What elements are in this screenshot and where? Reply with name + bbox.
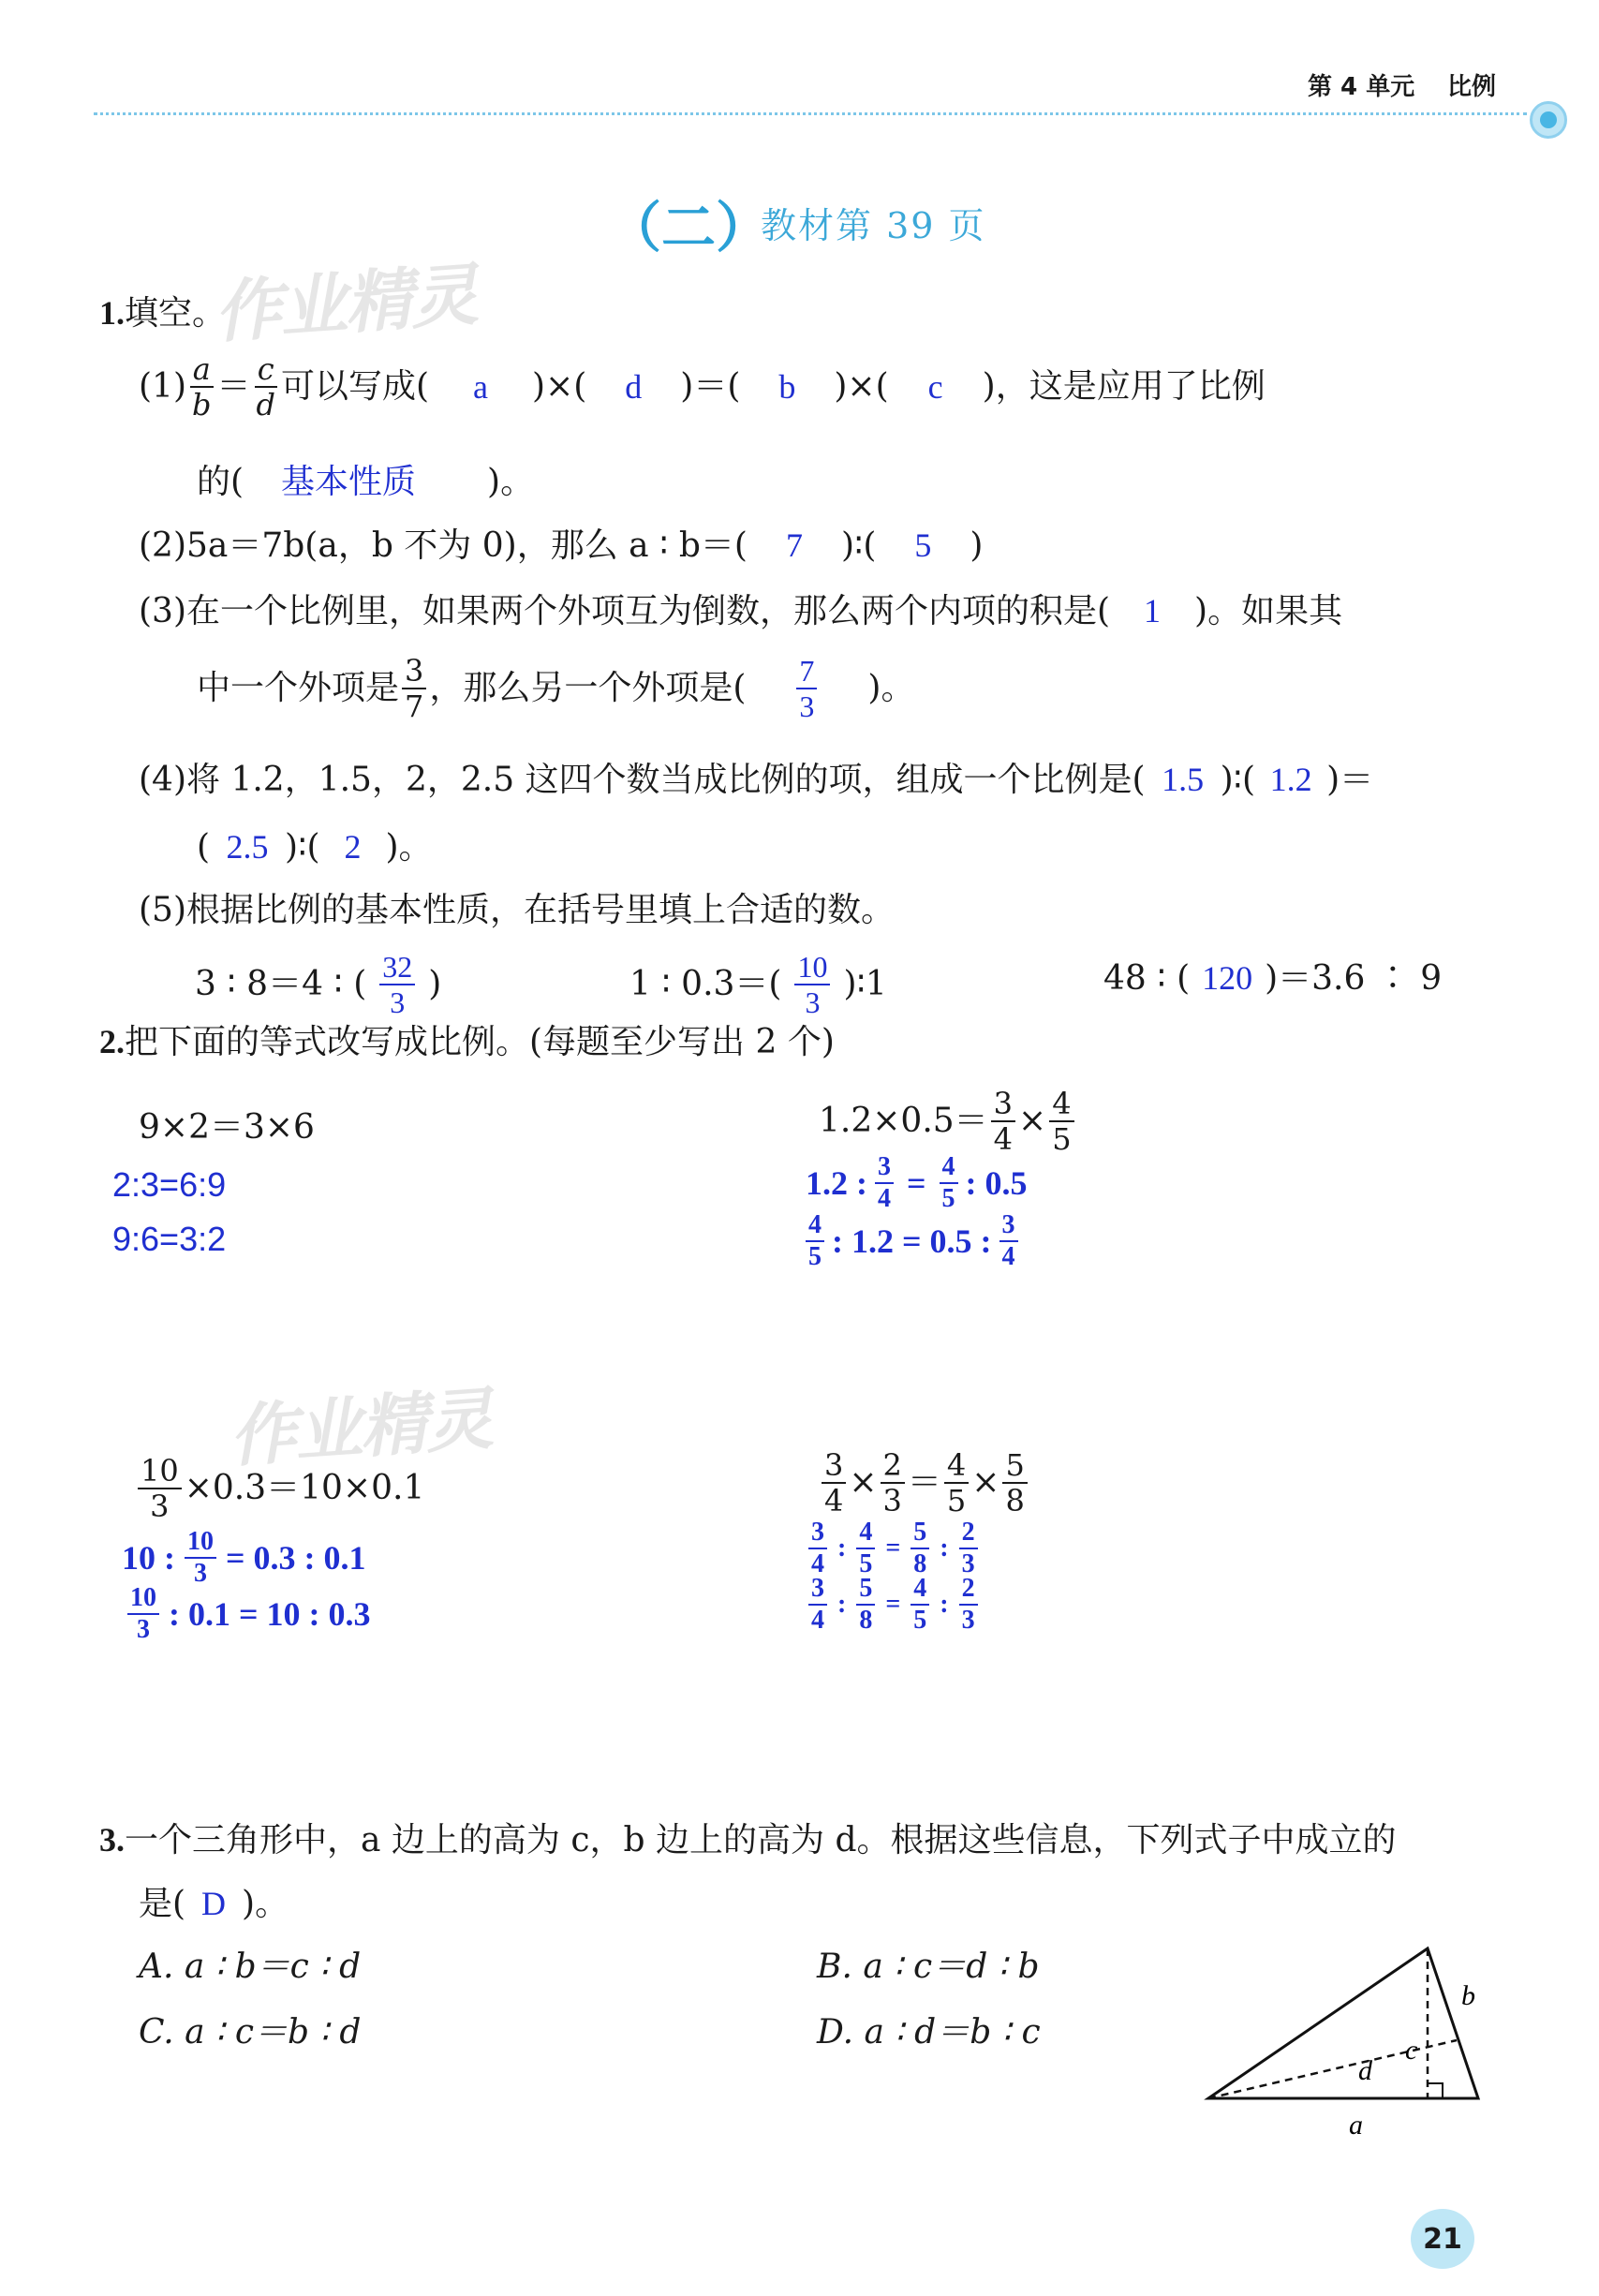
- fraction-denominator: 3: [194, 1559, 207, 1588]
- q1-p3-text: 中一个外项是: [197, 669, 400, 707]
- q1-p1-line2: [197, 461, 534, 503]
- q2-eq4-expr: [819, 1447, 1030, 1518]
- header-unit: 第 4 单元: [1308, 73, 1415, 101]
- fraction-numerator: 7: [796, 656, 817, 689]
- fraction-denominator: 5: [859, 1549, 873, 1578]
- fraction: [991, 1086, 1015, 1157]
- equals-sign: ＝: [907, 1463, 941, 1502]
- fraction-numerator: 3: [999, 1212, 1018, 1242]
- fraction-denominator: b: [192, 387, 212, 422]
- answer-operator: =: [885, 1533, 901, 1563]
- q1-p5-text: )∶1: [843, 965, 887, 1003]
- q1-p3-text: )。如果其: [1194, 592, 1343, 630]
- fraction-numerator: a: [190, 354, 214, 388]
- page-number: 21: [1423, 2222, 1462, 2256]
- answer-text: 1.2 :: [806, 1164, 867, 1202]
- fraction: [138, 1453, 182, 1524]
- answer-fraction: [959, 1576, 978, 1634]
- fraction-denominator: 4: [824, 1483, 844, 1518]
- q1-p5-eq1: [195, 952, 441, 1017]
- fraction-denominator: 3: [137, 1615, 150, 1644]
- q2-label: 2.: [99, 1023, 125, 1060]
- answer: 2.5: [226, 828, 269, 866]
- times-sign: ×: [849, 1463, 878, 1502]
- fraction-denominator: 3: [799, 689, 815, 723]
- fraction-denominator: 8: [1005, 1483, 1025, 1518]
- fraction-denominator: 3: [961, 1549, 975, 1578]
- answer-text: = 0.3 : 0.1: [226, 1539, 366, 1577]
- q1-p5-text: 1 ∶ 0.3＝(: [629, 965, 782, 1003]
- times-sign: ×: [1018, 1102, 1047, 1140]
- fraction-numerator: 10: [127, 1585, 159, 1615]
- answer-operator: :: [940, 1590, 949, 1619]
- answer-text: : 0.5: [965, 1164, 1028, 1202]
- fraction-numerator: 32: [379, 952, 415, 985]
- answer-operator: :: [837, 1590, 847, 1619]
- q1-heading: [99, 292, 226, 334]
- fraction: [881, 1447, 905, 1518]
- q1-p1-text: 可以写成(: [280, 367, 430, 406]
- answer: 1.2: [1269, 761, 1312, 798]
- page-number-badge: [1411, 2209, 1474, 2269]
- q1-p3-line2: [197, 653, 915, 724]
- q1-p3-line1: [139, 590, 1342, 632]
- fraction-numerator: c: [255, 354, 277, 388]
- fraction-numerator: 4: [944, 1450, 969, 1484]
- fraction-numerator: 3: [808, 1576, 827, 1606]
- q1-p3-text: )。: [867, 669, 915, 707]
- q1-p2-text: (2)5a＝7b(a，b 不为 0)，那么 a ∶ b＝(: [139, 526, 748, 565]
- fraction: [254, 351, 278, 422]
- fraction-denominator: 4: [878, 1184, 891, 1213]
- fraction-numerator: 5: [911, 1519, 929, 1549]
- q1-p4-text: )∶(: [1220, 761, 1256, 799]
- answer-operator: =: [885, 1590, 901, 1619]
- fraction-denominator: 5: [941, 1184, 955, 1213]
- times-sign: ×: [971, 1463, 1000, 1502]
- answer-text: =: [907, 1164, 926, 1202]
- fraction-numerator: 3: [991, 1089, 1015, 1122]
- answer: 1: [1144, 592, 1162, 630]
- fraction-denominator: 8: [859, 1606, 873, 1635]
- q1-p2-text: ): [970, 526, 984, 565]
- fraction-denominator: 3: [150, 1489, 170, 1524]
- answer-fraction: [808, 1576, 827, 1634]
- q1-p4-line1: [139, 759, 1373, 801]
- q3-option-b: B. a ∶ c＝d ∶ b: [817, 1948, 1040, 1986]
- answer-fraction: [856, 1576, 875, 1634]
- fraction-denominator: 4: [1001, 1242, 1015, 1271]
- answer-fraction: [875, 1154, 894, 1212]
- q1-label: 1.: [99, 294, 125, 332]
- answer-fraction: [940, 1154, 958, 1212]
- q2-heading: [99, 1021, 835, 1063]
- answer: a: [473, 368, 489, 406]
- answer-fraction: [999, 1212, 1018, 1270]
- q2-eq3-answer: [122, 1529, 366, 1587]
- answer-operator: :: [837, 1533, 847, 1563]
- answer-fraction: [185, 1529, 216, 1587]
- fraction-numerator: 10: [138, 1456, 182, 1489]
- q1-p4-text: (: [197, 828, 211, 867]
- answer: 7: [785, 526, 803, 564]
- fraction-numerator: 4: [856, 1519, 875, 1549]
- q1-p4-text: (4)将 1.2，1.5，2，2.5 这四个数当成比例的项，组成一个比例是(: [139, 761, 1146, 799]
- q1-p3-text: ，那么另一个外项是(: [429, 669, 747, 707]
- q1-p5-title: (5)根据比例的基本性质，在括号里填上合适的数。: [139, 891, 895, 929]
- fraction-numerator: 4: [940, 1154, 958, 1184]
- q2-eq4-answer: [806, 1576, 981, 1634]
- answer-operator: :: [940, 1533, 949, 1563]
- q1-p1-text: )×(: [834, 367, 889, 406]
- answer-fraction: [959, 1519, 978, 1578]
- height-d-line: [1208, 2040, 1457, 2098]
- q1-title: 填空。: [125, 294, 227, 333]
- fraction-denominator: 8: [913, 1549, 927, 1578]
- answer-text: 10 :: [122, 1539, 175, 1577]
- answer-fraction: [796, 656, 817, 721]
- label-b: b: [1461, 1980, 1475, 2011]
- fraction-denominator: 5: [808, 1242, 822, 1271]
- triangle-outline: [1208, 1948, 1478, 2098]
- section-number: （二）: [607, 196, 771, 259]
- fraction-denominator: 3: [805, 985, 821, 1019]
- q1-p5-eq2: [629, 952, 887, 1017]
- q1-p4-line2: [197, 826, 433, 868]
- q3-line2: [139, 1883, 289, 1925]
- right-angle-mark: [1428, 2083, 1443, 2098]
- fraction-numerator: 2: [959, 1519, 978, 1549]
- q3-text: 是(: [139, 1885, 186, 1923]
- q1-p5-eq3: [1103, 957, 1442, 1000]
- fraction-denominator: 3: [961, 1606, 975, 1635]
- q3-text: 一个三角形中，a 边上的高为 c，b 边上的高为 d。根据这些信息，下列式子中成立的: [125, 1821, 1397, 1859]
- watermark: 作业精灵: [211, 255, 480, 352]
- answer-fraction: [808, 1519, 827, 1578]
- answer-text: : 1.2 = 0.5 :: [832, 1222, 992, 1260]
- q1-p1-text: )。: [487, 463, 535, 501]
- q1-p3-text: (3)在一个比例里，如果两个外项互为倒数，那么两个内项的积是(: [139, 592, 1111, 630]
- header-divider: [94, 112, 1527, 115]
- answer: 基本性质: [281, 463, 417, 500]
- answer: c: [927, 368, 943, 406]
- q3-text: )。: [242, 1885, 289, 1923]
- answer-fraction: [127, 1585, 159, 1643]
- answer: 5: [914, 526, 932, 564]
- q2-eq3-answer: [127, 1585, 371, 1643]
- answer: d: [625, 368, 643, 406]
- fraction-denominator: 3: [882, 1483, 902, 1518]
- fraction-denominator: 4: [811, 1549, 824, 1578]
- q1-p5-text: 48 ∶ (: [1103, 959, 1191, 998]
- q1-p2: [139, 525, 983, 567]
- q1-p4-text: )。: [385, 828, 433, 867]
- q1-p1-text: )×(: [532, 367, 587, 406]
- answer: b: [778, 368, 796, 406]
- answer-fraction: [911, 1519, 929, 1578]
- q3-option-c: C. a ∶ c＝b ∶ d: [139, 2013, 362, 2052]
- q2-eq4-answer: [806, 1519, 981, 1578]
- fraction-denominator: 5: [1052, 1121, 1072, 1157]
- q2-eq1-expr: 9×2＝3×6: [139, 1108, 315, 1147]
- q2-eq1-answer: 9:6=3:2: [112, 1220, 227, 1258]
- fraction-numerator: 10: [794, 952, 830, 985]
- answer-fraction: [794, 952, 830, 1017]
- q3-option-a: A. a ∶ b＝c ∶ d: [139, 1948, 362, 1986]
- q2-eq2-expr: [819, 1086, 1077, 1157]
- fraction-numerator: 3: [808, 1519, 827, 1549]
- answer-text: : 0.1 = 10 : 0.3: [169, 1595, 371, 1633]
- q2-eq2-text: 1.2×0.5＝: [819, 1102, 988, 1140]
- fraction: [402, 653, 426, 724]
- label-a: a: [1349, 2110, 1363, 2140]
- fraction-numerator: 10: [185, 1529, 216, 1559]
- watermark: 作业精灵: [226, 1379, 495, 1476]
- label-c: c: [1405, 2035, 1418, 2066]
- q3-option-d: D. a ∶ d＝b ∶ c: [817, 2013, 1041, 2052]
- answer-fraction: [379, 952, 415, 1017]
- q1-p1-text: 的(: [197, 463, 244, 501]
- header-circle-icon: [1530, 101, 1567, 139]
- q1-p4-text: )＝: [1326, 761, 1374, 799]
- q2-eq2-answer: [806, 1212, 1026, 1270]
- fraction-denominator: 7: [405, 689, 424, 724]
- answer: 2: [344, 828, 362, 866]
- answer: 1.5: [1162, 761, 1205, 798]
- q2-eq1-answer: 2:3=6:9: [112, 1165, 227, 1204]
- q1-p5-text: )＝3.6 ∶ 9: [1265, 959, 1443, 998]
- fraction-denominator: d: [256, 387, 275, 422]
- q1-p2-text: )∶(: [840, 526, 877, 565]
- fraction-numerator: 5: [1002, 1450, 1027, 1484]
- triangle-figure: [1199, 1930, 1508, 2145]
- answer-fraction: [806, 1212, 824, 1270]
- section-subtitle: 教材第 39 页: [761, 205, 986, 246]
- q1-p5-text: 3 ∶ 8＝4 ∶ (: [195, 965, 367, 1003]
- q3-line1: [99, 1819, 1397, 1861]
- answer-fraction: [911, 1576, 929, 1634]
- fraction-numerator: 4: [806, 1212, 824, 1242]
- fraction-numerator: 3: [402, 656, 426, 689]
- answer-fraction: [856, 1519, 875, 1578]
- q2-eq2-answer: [806, 1154, 1028, 1212]
- answer: 120: [1202, 959, 1253, 997]
- q3-label: 3.: [99, 1821, 125, 1859]
- header-topic: 比例: [1447, 73, 1497, 101]
- fraction-denominator: 4: [811, 1606, 824, 1635]
- label-d: d: [1358, 2055, 1372, 2086]
- fraction-numerator: 4: [911, 1576, 929, 1606]
- fraction-numerator: 3: [875, 1154, 894, 1184]
- q1-p1-line1: (1) $\frac{a}{b}$ ＝ $\frac{c}{d}$ 可以写成( a )×( d )＝( b )×( c )，这是应用了比例: [139, 351, 1266, 422]
- q1-p5-text: ): [428, 965, 442, 1003]
- answer-fraction-wrap: [746, 656, 867, 721]
- q2-eq3-expr: [135, 1453, 425, 1524]
- fraction-numerator: 4: [1049, 1089, 1073, 1122]
- fraction-denominator: 4: [993, 1121, 1014, 1157]
- fraction-denominator: 3: [390, 985, 406, 1019]
- fraction: [822, 1447, 846, 1518]
- q2-eq3-text: ×0.3＝10×0.1: [184, 1469, 425, 1507]
- q1-p4-text: )∶(: [285, 828, 320, 867]
- q1-p1-text: )，这是应用了比例: [982, 367, 1266, 406]
- fraction: [944, 1447, 969, 1518]
- fraction-numerator: 3: [822, 1450, 846, 1484]
- fraction-numerator: 2: [881, 1450, 905, 1484]
- fraction-denominator: 5: [946, 1483, 967, 1518]
- fraction-numerator: 2: [959, 1576, 978, 1606]
- fraction: [1002, 1447, 1027, 1518]
- fraction-numerator: 5: [856, 1576, 875, 1606]
- answer: D: [201, 1885, 227, 1922]
- fraction: [189, 351, 214, 422]
- q1-p1-text: )＝(: [680, 367, 741, 406]
- q2-title: 把下面的等式改写成比例。(每题至少写出 2 个): [125, 1023, 835, 1061]
- fraction-denominator: 5: [913, 1606, 927, 1635]
- q1-p1-idx: (1): [139, 367, 186, 406]
- fraction: [1049, 1086, 1073, 1157]
